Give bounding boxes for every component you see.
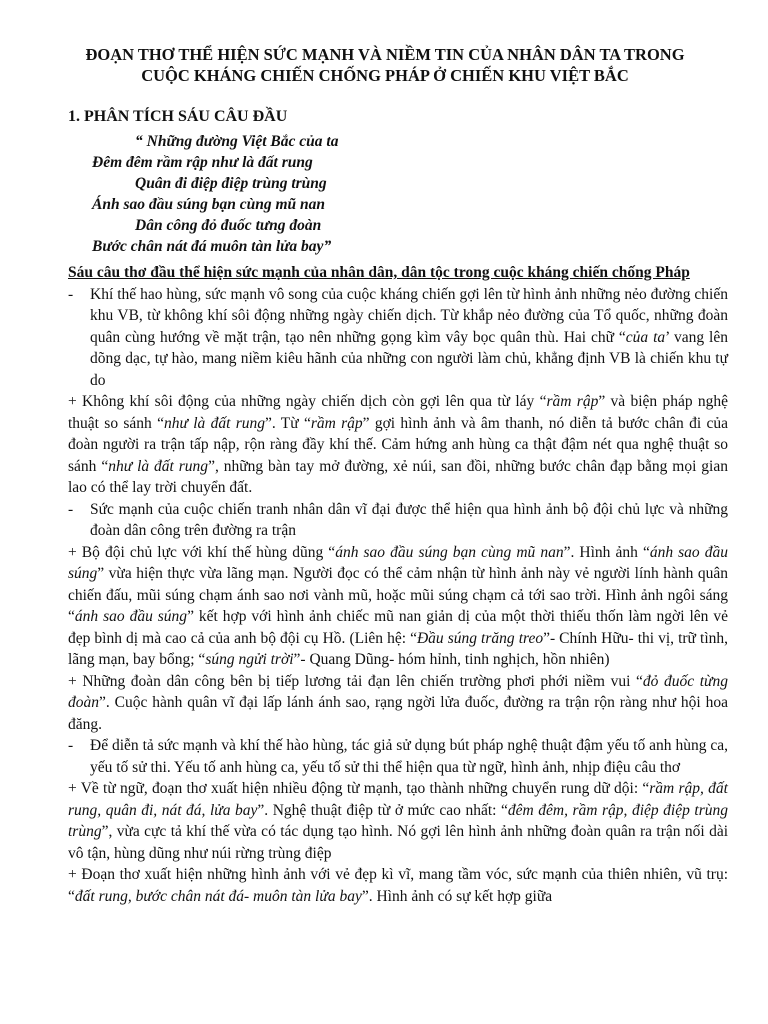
poem-line: Dân công đỏ đuốc tưng đoàn (135, 217, 322, 234)
plus-paragraph: + Không khí sôi động của những ngày chiến dịch còn gợi lên qua từ láy “rầm rập” và biện pháp nghệ thuật so sánh “như là đất rung”. Từ “rầm rập” gợi hình ảnh và âm thanh, nó diễn tả bước chân đi của đoàn người ra trận tấp nập, rộn ràng đầy khí thế. Cảm hứng anh hùng ca thật đậm nét qua nghệ thuật so sánh “như là đất rung”, những bàn tay mở đường, xẻ núi, san đồi, những bước chân đạp bằng mọi gian lao có thể lay trời chuyển đất. (68, 393, 729, 496)
plus-paragraph: + Đoạn thơ xuất hiện những hình ảnh với vẻ đẹp kì vĩ, mang tầm vóc, sức mạnh của thiên nhiên, vũ trụ: “đất rung, bước chân nát đá- muôn tàn lửa bay”. Hình ảnh có sự kết hợp giữa (68, 866, 728, 905)
poem-line: Đêm đêm rầm rập như là đất rung (92, 154, 313, 171)
body-text (68, 262, 728, 907)
poem-line: Quân đi điệp điệp trùng trùng (135, 175, 327, 192)
document-title (40, 44, 730, 86)
title-line-1: ĐOẠN THƠ THỂ HIỆN SỨC MẠNH VÀ NIỀM TIN CỦA NHÂN DÂN TA TRONG (85, 45, 685, 64)
bullet-paragraph: - Sức mạnh của cuộc chiến tranh nhân dân vĩ đại được thể hiện qua hình ảnh bộ đội chủ lực và những đoàn dân công trên đường ra trận (68, 500, 728, 539)
poem-line: “ Những đường Việt Bắc của ta (135, 133, 339, 150)
section-heading: 1. PHÂN TÍCH SÁU CÂU ĐẦU (68, 108, 288, 125)
plus-paragraph: + Về từ ngữ, đoạn thơ xuất hiện nhiều động từ mạnh, tạo thành những chuyển rung dữ dội: “rầm rập, đất rung, quân đi, nát đá, lửa bay”. Nghệ thuật điệp từ ở mức cao nhất: “đêm đêm, rầm rập, điệp điệp trùng trùng”, vừa cực tả khí thế vừa có tác dụng tạo hình. Nó gợi lên hình ảnh những đoàn quân ra trận nối dài vô tận, hùng dũng như núi rừng trùng điệp (68, 780, 728, 862)
dash-marker: - (68, 737, 74, 754)
poem-line: Ánh sao đầu súng bạn cùng mũ nan (92, 196, 326, 213)
plus-paragraph: + Bộ đội chủ lực với khí thế hùng dũng “ánh sao đầu súng bạn cùng mũ nan”. Hình ảnh “ánh sao đầu súng” vừa hiện thực vừa lãng mạn. Người đọc có thể cảm nhận từ hình ảnh này vẻ người lính hành quân chiến đấu, mũi súng chạm ánh sao nơi vành mũ, hoặc mũi súng chạm cả tới sao trời. Hình ảnh ngôi sáng “ánh sao đầu súng” kết hợp với hình ảnh chiếc mũ nan giản dị của một thời thiếu thốn làm ngời lên vẻ đẹp bình dị mà cao cả của anh bộ đội cụ Hồ. (Liên hệ: “Đầu súng trăng treo”- Chính Hữu- thi vị, trữ tình, lãng mạn, bay bổng; “súng ngửi trời”- Quang Dũng- hóm hỉnh, tinh nghịch, hồn nhiên) (68, 543, 729, 668)
dash-marker: - (68, 285, 74, 303)
title-line-2: CUỘC KHÁNG CHIẾN CHỐNG PHÁP Ở CHIẾN KHU VIỆT BẮC (141, 66, 629, 85)
subheading: Sáu câu thơ đầu thể hiện sức mạnh của nhân dân, dân tộc trong cuộc kháng chiến chống Pháp (68, 264, 690, 281)
plus-paragraph: + Những đoàn dân công bên bị tiếp lương tải đạn lên chiến trường phơi phới niềm vui “đỏ đuốc từng đoàn”. Cuộc hành quân vĩ đại lấp lánh ánh sao, rạng ngời lửa đuốc, đường ra trận rộn ràng như hội hoa đăng. (68, 672, 728, 733)
poem-line: Bước chân nát đá muôn tàn lửa bay” (92, 238, 332, 255)
dash-marker: - (68, 500, 74, 518)
bullet-paragraph: - Khí thế hao hùng, sức mạnh vô song của cuộc kháng chiến gợi lên từ hình ảnh những nẻo đường chiến khu VB, từ không khí sôi động những ngày chiến dịch. Từ khắp nẻo đường của Tổ quốc, những đoàn quân cùng hướng về mặt trận, tạo nên những gọng kìm vây bọc quân thù. Hai chữ “của ta’ vang lên dõng dạc, tự hào, mang niềm kiêu hãnh của những con người làm chủ, khẳng định VB là chiến khu tự do (68, 285, 728, 389)
bullet-paragraph: - Để diễn tả sức mạnh và khí thế hào hùng, tác giả sử dụng bút pháp nghệ thuật đậm yếu tố anh hùng ca, yếu tố sử thi. Yếu tố anh hùng ca, yếu tố sử thi thể hiện qua từ ngữ, hình ảnh, nhịp điệu câu thơ (68, 737, 728, 776)
